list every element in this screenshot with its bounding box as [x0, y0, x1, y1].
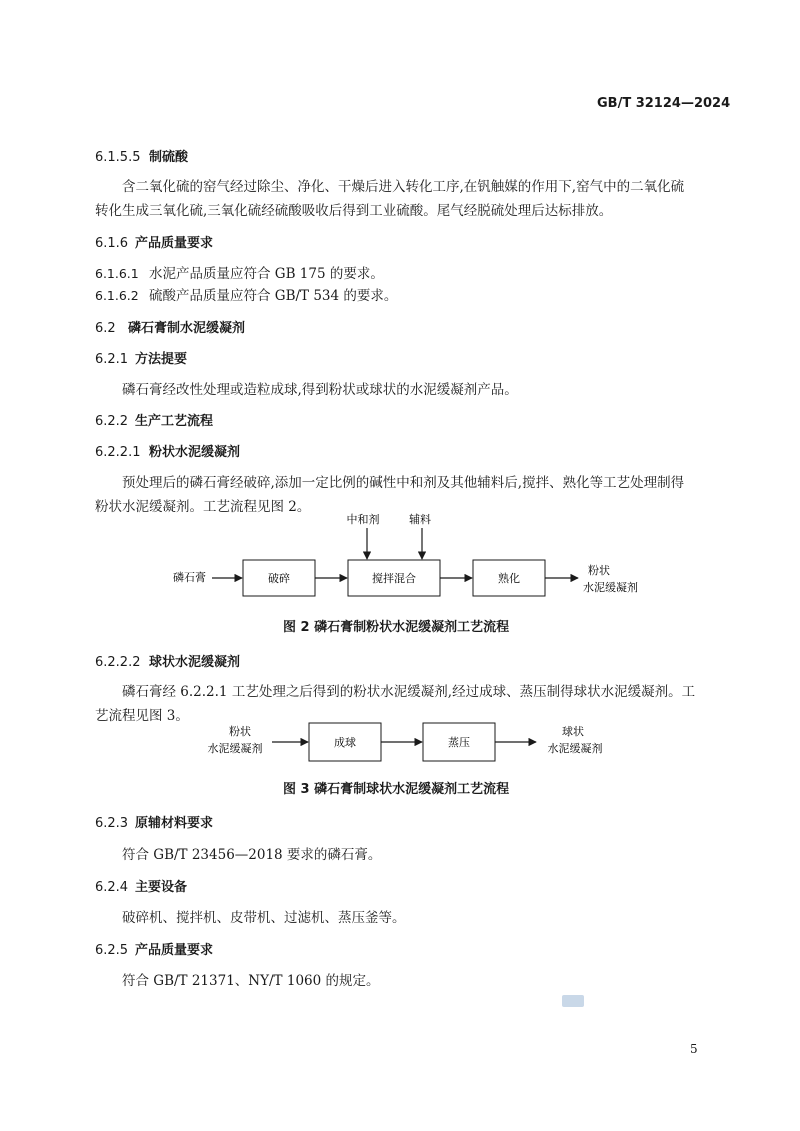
paragraph-line: 转化生成三氧化硫,三氧化硫经硫酸吸收后得到工业硫酸。尾气经脱硫处理后达标排放。 — [95, 203, 613, 219]
section-title: 生产工艺流程 — [135, 414, 214, 429]
figure-3-flowchart — [190, 716, 620, 766]
fig2-output-line1: 粉状 — [588, 564, 610, 577]
clause-text: 硫酸产品质量应符合 GB/T 534 的要求。 — [149, 288, 398, 304]
section-title: 球状水泥缓凝剂 — [149, 655, 241, 670]
paragraph-line: 符合 GB/T 23456—2018 要求的磷石膏。 — [122, 847, 382, 863]
fig3-box-pelletize-label: 成球 — [334, 736, 356, 749]
paragraph-line: 预处理后的磷石膏经破碎,添加一定比例的碱性中和剂及其他辅料后,搅拌、熟化等工艺处理制得 — [122, 475, 685, 491]
section-number: 6.2.4 — [95, 880, 129, 895]
fig3-input-line1: 粉状 — [229, 725, 251, 738]
section-number: 6.2.3 — [95, 816, 129, 831]
heading-6-2 — [95, 317, 245, 336]
clause-6-1-6-1 — [95, 262, 384, 282]
heading-6-2-5 — [95, 939, 213, 958]
heading-6-2-2 — [95, 410, 213, 429]
fig3-output-line1: 球状 — [562, 725, 584, 738]
section-title: 原辅材料要求 — [135, 816, 214, 831]
section-number: 6.1.6 — [95, 236, 129, 251]
fig2-additive-auxiliary: 辅料 — [409, 513, 431, 526]
heading-6-2-2-2 — [95, 651, 240, 670]
heading-6-2-3 — [95, 812, 213, 831]
section-number: 6.2.5 — [95, 943, 129, 958]
section-number: 6.2 — [95, 321, 116, 336]
figure-2-caption: 图 2 磷石膏制粉状水泥缓凝剂工艺流程 — [283, 620, 510, 635]
section-number: 6.2.2 — [95, 414, 129, 429]
fig3-input-line2: 水泥缓凝剂 — [207, 742, 263, 755]
paragraph-line: 磷石膏经改性处理或造粒成球,得到粉状或球状的水泥缓凝剂产品。 — [122, 382, 518, 398]
section-number: 6.2.2.2 — [95, 655, 141, 670]
fig2-additive-neutralizer: 中和剂 — [346, 513, 380, 526]
section-title: 制硫酸 — [149, 150, 189, 165]
paragraph-line: 磷石膏经 6.2.2.1 工艺处理之后得到的粉状水泥缓凝剂,经过成球、蒸压制得球状水泥缓凝剂。工 — [122, 684, 696, 700]
fig2-input-label: 磷石膏 — [173, 571, 206, 584]
watermark-logo — [562, 995, 584, 1007]
page-number: 5 — [690, 1042, 698, 1056]
paragraph-line: 粉状水泥缓凝剂。工艺流程见图 2。 — [95, 499, 311, 515]
fig2-box-mix-label: 搅拌混合 — [372, 572, 416, 585]
section-title: 方法提要 — [135, 352, 188, 367]
figure-2-flowchart — [160, 508, 640, 608]
heading-6-2-2-1 — [95, 441, 240, 460]
paragraph-line: 艺流程见图 3。 — [95, 708, 189, 724]
section-title: 主要设备 — [135, 880, 188, 895]
section-title: 产品质量要求 — [135, 943, 214, 958]
section-number: 6.2.1 — [95, 352, 129, 367]
fig3-output-line2: 水泥缓凝剂 — [547, 742, 603, 755]
fig3-box-autoclave-label: 蒸压 — [448, 736, 470, 749]
paragraph-line: 破碎机、搅拌机、皮带机、过滤机、蒸压釜等。 — [122, 910, 406, 926]
figure-3-caption: 图 3 磷石膏制球状水泥缓凝剂工艺流程 — [283, 782, 510, 797]
section-title: 产品质量要求 — [135, 236, 214, 251]
fig2-output-line2: 水泥缓凝剂 — [583, 581, 638, 594]
clause-text: 水泥产品质量应符合 GB 175 的要求。 — [149, 266, 384, 282]
heading-6-1-6 — [95, 232, 213, 251]
paragraph-line: 符合 GB/T 21371、NY/T 1060 的规定。 — [122, 973, 380, 989]
clause-number: 6.1.6.2 — [95, 288, 139, 303]
fig2-box-crush-label: 破碎 — [268, 572, 290, 585]
heading-6-2-4 — [95, 876, 187, 895]
section-title: 磷石膏制水泥缓凝剂 — [128, 321, 246, 336]
section-number: 6.1.5.5 — [95, 150, 141, 165]
fig2-box-cure-label: 熟化 — [498, 572, 520, 585]
section-number: 6.2.2.1 — [95, 445, 141, 460]
clause-number: 6.1.6.1 — [95, 266, 139, 281]
heading-6-1-5-5 — [95, 146, 188, 165]
clause-6-1-6-2 — [95, 284, 397, 304]
standard-number: GB/T 32124—2024 — [597, 96, 731, 111]
section-title: 粉状水泥缓凝剂 — [149, 445, 241, 460]
paragraph-line: 含二氧化硫的窑气经过除尘、净化、干燥后进入转化工序,在钒触媒的作用下,窑气中的二氧化硫 — [122, 179, 685, 195]
heading-6-2-1 — [95, 348, 187, 367]
